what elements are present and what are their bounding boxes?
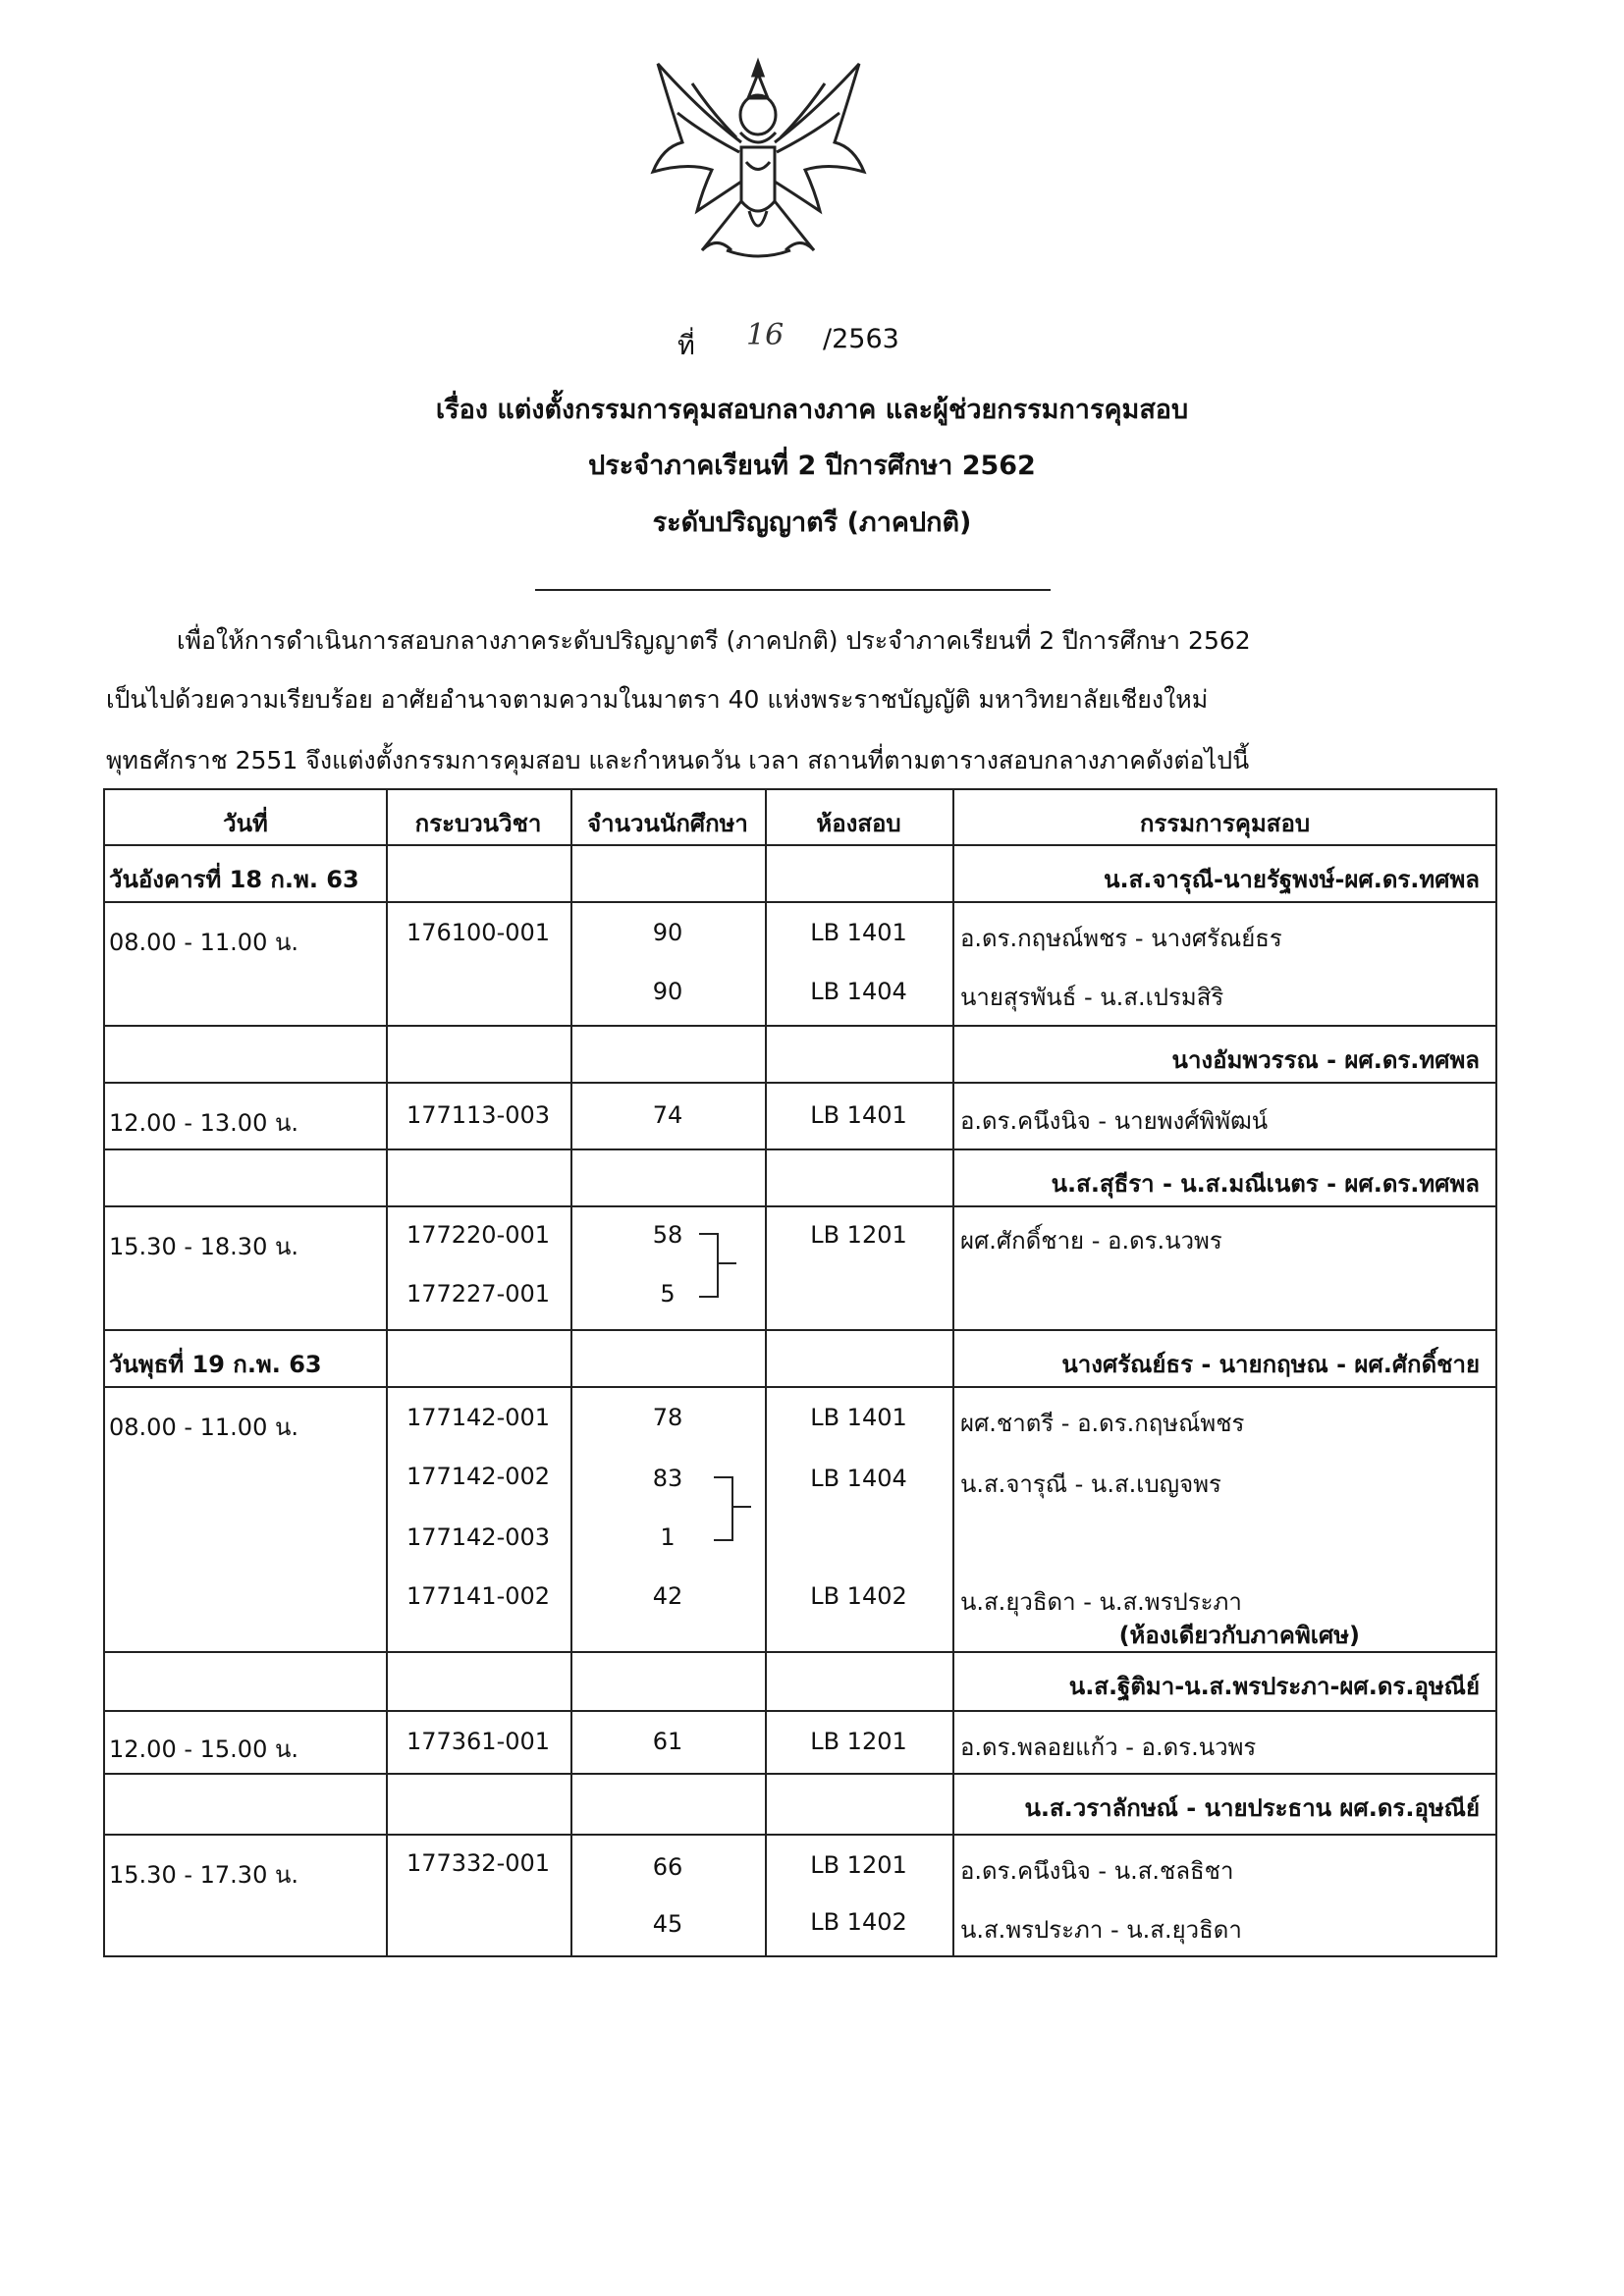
- day1-s1-r2-room: LB 1404: [810, 978, 907, 1005]
- header-room: ห้องสอบ: [816, 810, 901, 837]
- day2-s1-r1-students: 78: [652, 1404, 683, 1431]
- day1-s1-course: 176100-001: [406, 919, 551, 946]
- header-course: กระบวนวิชา: [414, 810, 542, 837]
- table-row: [105, 1653, 1497, 1712]
- table-row: [105, 1150, 1497, 1207]
- day2-s1-r2-proctors: น.ส.จารุณี - น.ส.เบญจพร: [960, 1470, 1221, 1498]
- semester-title: ประจำภาคเรียนที่ 2 ปีการศึกษา 2562: [588, 451, 1036, 481]
- table-row: [105, 903, 1497, 1027]
- title-divider: [535, 589, 1051, 591]
- header-date: วันที่: [223, 810, 268, 837]
- exam-schedule-table: [103, 788, 1497, 1957]
- day1-s3-r1-proctors: ผศ.ศักดิ์ชาย - อ.ดร.นวพร: [960, 1227, 1222, 1255]
- table-row: [105, 1027, 1497, 1084]
- day2-s3-course: 177332-001: [406, 1849, 551, 1877]
- table-header-row: [105, 790, 1497, 846]
- day2-s1-r1-course: 177142-001: [406, 1404, 551, 1431]
- day1-s2-proctors: อ.ดร.คนึงนิจ - นายพงศ์พิพัฒน์: [960, 1107, 1269, 1135]
- table-row: [105, 1836, 1497, 1957]
- day1-s2-time: 12.00 - 13.00 น.: [109, 1109, 298, 1137]
- day1-s2-course: 177113-003: [406, 1101, 551, 1129]
- day1-assist3: น.ส.สุธีรา - น.ส.มณีเนตร - ผศ.ดร.ทศพล: [1051, 1170, 1480, 1198]
- day1-assist2: นางอัมพวรรณ - ผศ.ดร.ทศพล: [1171, 1046, 1480, 1074]
- header-proctors: กรรมการคุมสอบ: [1139, 810, 1311, 837]
- level-title: ระดับปริญญาตรี (ภาคปกติ): [652, 507, 972, 538]
- day2-assist2: น.ส.ฐิติมา-น.ส.พรประภา-ผศ.ดร.อุษณีย์: [1068, 1673, 1480, 1700]
- order-label: ที่: [677, 331, 695, 361]
- garuda-emblem-icon: [643, 54, 874, 265]
- day2-s3-r2-students: 45: [652, 1910, 683, 1938]
- subject-title: เรื่อง แต่งตั้งกรรมการคุมสอบกลางภาค และผู้ช่วยกรรมการคุมสอบ: [435, 395, 1189, 425]
- combined-room-bracket: [714, 1476, 733, 1541]
- day2-s1-r3-course: 177142-003: [406, 1523, 551, 1551]
- preamble-line-3: พุทธศักราช 2551 จึงแต่งตั้งกรรมการคุมสอบ และกำหนดวัน เวลา สถานที่ตามตารางสอบกลางภาคดังต่อไปนี้: [106, 746, 1250, 774]
- day1-s1-r2-proctors: นายสุรพันธ์ - น.ส.เปรมสิริ: [960, 984, 1224, 1011]
- day1-assistants: น.ส.จารุณี-นายรัฐพงษ์-ผศ.ดร.ทศพล: [1104, 866, 1480, 893]
- preamble-line-1: เพื่อให้การดำเนินการสอบกลางภาคระดับปริญญาตรี (ภาคปกติ) ประจำภาคเรียนที่ 2 ปีการศึกษา 2562: [177, 626, 1251, 655]
- day1-s3-r1-students: 58: [652, 1221, 683, 1249]
- day1-s2-room: LB 1401: [810, 1101, 907, 1129]
- table-row: [105, 1775, 1497, 1836]
- day2-assistants: นางศรัณย์ธร - นายกฤษณ - ผศ.ศักดิ์ชาย: [1061, 1351, 1480, 1378]
- day2-s1-r4-proctors: น.ส.ยุวธิดา - น.ส.พรประภา: [960, 1588, 1242, 1616]
- table-row: [105, 1388, 1497, 1653]
- day2-s1-r1-proctors: ผศ.ชาตรี - อ.ดร.กฤษณ์พชร: [960, 1410, 1245, 1437]
- day2-s2-proctors: อ.ดร.พลอยแก้ว - อ.ดร.นวพร: [960, 1734, 1257, 1761]
- header-students: จำนวนนักศึกษา: [587, 810, 748, 837]
- day1-s1-r1-proctors: อ.ดร.กฤษณ์พชร - นางศรัณย์ธร: [960, 925, 1282, 952]
- day2-s3-r2-room: LB 1402: [810, 1908, 907, 1936]
- day2-s3-r1-students: 66: [652, 1853, 683, 1881]
- day2-date: วันพุธที่ 19 ก.พ. 63: [109, 1351, 322, 1378]
- day2-s3-r1-room: LB 1201: [810, 1851, 907, 1879]
- day1-s3-r1-course: 177220-001: [406, 1221, 551, 1249]
- day1-s2-students: 74: [652, 1101, 683, 1129]
- day1-s3-r2-students: 5: [660, 1280, 676, 1308]
- day1-s3-r2-course: 177227-001: [406, 1280, 551, 1308]
- day2-s2-students: 61: [652, 1728, 683, 1755]
- table-row: [105, 1331, 1497, 1388]
- table-row: [105, 846, 1497, 903]
- day2-s2-time: 12.00 - 15.00 น.: [109, 1735, 298, 1763]
- table-row: [105, 1207, 1497, 1331]
- day2-s2-room: LB 1201: [810, 1728, 907, 1755]
- day2-s1-r4-course: 177141-002: [406, 1582, 551, 1610]
- day2-s1-time: 08.00 - 11.00 น.: [109, 1414, 298, 1441]
- day2-assist3: น.ส.วราลักษณ์ - นายประธาน ผศ.ดร.อุษณีย์: [1024, 1794, 1480, 1822]
- day1-s1-r1-students: 90: [652, 919, 683, 946]
- day1-date: วันอังคารที่ 18 ก.พ. 63: [109, 866, 359, 893]
- order-year: /2563: [823, 324, 899, 354]
- day1-s3-time: 15.30 - 18.30 น.: [109, 1233, 298, 1260]
- day1-s1-time: 08.00 - 11.00 น.: [109, 929, 298, 956]
- day1-s1-r1-room: LB 1401: [810, 919, 907, 946]
- day2-s1-r4-note: (ห้องเดียวกับภาคพิเศษ): [1118, 1622, 1360, 1649]
- day2-s1-r3-students: 1: [660, 1523, 676, 1551]
- day2-s1-r4-room: LB 1402: [810, 1582, 907, 1610]
- day2-s1-r2-students: 83: [652, 1465, 683, 1492]
- day2-s1-r2-course: 177142-002: [406, 1463, 551, 1490]
- table-row: [105, 1084, 1497, 1150]
- day2-s2-course: 177361-001: [406, 1728, 551, 1755]
- day1-s1-r2-students: 90: [652, 978, 683, 1005]
- day2-s3-time: 15.30 - 17.30 น.: [109, 1861, 298, 1889]
- day2-s1-r4-students: 42: [652, 1582, 683, 1610]
- table-row: [105, 1712, 1497, 1775]
- combined-room-bracket: [699, 1233, 719, 1298]
- preamble-line-2: เป็นไปด้วยความเรียบร้อย อาศัยอำนาจตามความในมาตรา 40 แห่งพระราชบัญญัติ มหาวิทยาลัยเชียงใหม่: [106, 685, 1209, 714]
- day1-s3-r1-room: LB 1201: [810, 1221, 907, 1249]
- day2-s1-r2-room: LB 1404: [810, 1465, 907, 1492]
- day2-s3-r2-proctors: น.ส.พรประภา - น.ส.ยุวธิดา: [960, 1916, 1242, 1944]
- order-number: 16: [746, 318, 785, 352]
- day2-s1-r1-room: LB 1401: [810, 1404, 907, 1431]
- order-number-line: [0, 318, 1624, 367]
- day2-s3-r1-proctors: อ.ดร.คนึงนิจ - น.ส.ชลธิชา: [960, 1857, 1234, 1885]
